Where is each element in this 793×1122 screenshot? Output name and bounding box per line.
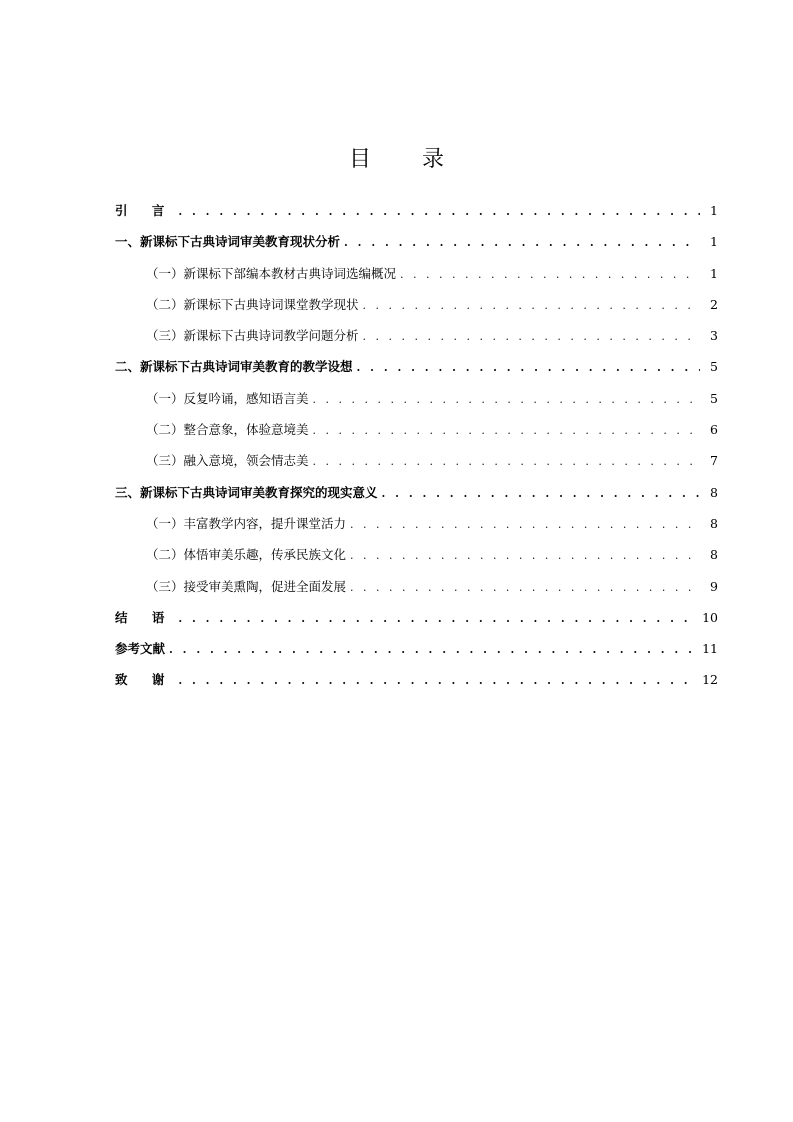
toc-leader-dots	[350, 549, 700, 562]
toc-entry-section-1-3[interactable]	[115, 326, 718, 357]
toc-leader-dots	[400, 268, 700, 281]
toc-page-number: 12	[702, 672, 718, 688]
toc-entry-section-2-1[interactable]	[115, 389, 718, 420]
toc-page-number: 2	[710, 296, 718, 312]
toc-entry-label: （三）新课标下古典诗词教学问题分析	[146, 328, 359, 344]
toc-page-number: 1	[710, 203, 718, 218]
toc-entry-acknowledgements[interactable]	[115, 670, 718, 701]
toc-entry-introduction[interactable]	[115, 201, 718, 232]
toc-entry-section-2-3[interactable]	[115, 451, 718, 482]
toc-entry-label: 引 言	[115, 203, 175, 218]
toc-leader-dots	[313, 424, 700, 437]
toc-leader-dots	[169, 643, 698, 656]
toc-entry-label: （一）新课标下部编本教材古典诗词选编概况	[146, 265, 397, 281]
toc-entry-label: （三）接受审美熏陶，促进全面发展	[146, 578, 347, 594]
toc-entry-label: 致 谢	[115, 672, 175, 688]
toc-leader-dots	[178, 205, 700, 218]
toc-entry-label: 三、新课标下古典诗词审美教育探究的现实意义	[115, 484, 378, 500]
toc-entry-label: （二）体悟审美乐趣，传承民族文化	[146, 547, 347, 563]
toc-entry-label: 一、新课标下古典诗词审美教育现状分析	[115, 234, 341, 250]
toc-leader-dots	[363, 330, 700, 343]
toc-entry-section-3-2[interactable]	[115, 545, 718, 576]
toc-page-number: 6	[710, 422, 718, 438]
toc-page-number: 8	[710, 547, 718, 563]
toc-entry-section-3-3[interactable]	[115, 577, 718, 608]
toc-leader-dots	[350, 581, 700, 594]
toc-page-number: 5	[710, 359, 718, 375]
toc-entry-label: 参考文献	[115, 641, 166, 657]
toc-entry-chapter-2[interactable]	[115, 357, 718, 388]
toc-leader-dots	[357, 361, 700, 374]
toc-leader-dots	[313, 455, 700, 468]
toc-entry-label: 结 语	[115, 609, 175, 625]
toc-entry-label: （二）整合意象，体验意境美	[146, 422, 309, 438]
toc-entry-label: （一）反复吟诵，感知语言美	[146, 390, 309, 406]
toc-leader-dots	[363, 299, 700, 312]
toc-leader-dots	[382, 487, 700, 500]
toc-page-number: 1	[710, 234, 718, 250]
toc-page-number: 1	[710, 265, 718, 281]
toc-entry-label: （二）新课标下古典诗词课堂教学现状	[146, 296, 359, 312]
toc-entry-label: （三）融入意境，领会情志美	[146, 453, 309, 469]
toc-page-number: 3	[710, 328, 718, 344]
page-title: 目 录	[349, 147, 466, 172]
toc-page-number: 8	[710, 515, 718, 531]
toc-entry-section-1-1[interactable]	[115, 264, 718, 295]
toc-page-number: 11	[702, 641, 718, 657]
toc-leader-dots	[350, 518, 700, 531]
toc-page-number: 7	[710, 453, 718, 469]
toc-page-number: 9	[710, 578, 718, 594]
toc-entry-chapter-3[interactable]	[115, 483, 718, 514]
toc-entry-section-1-2[interactable]	[115, 295, 718, 326]
toc-leader-dots	[313, 393, 700, 406]
toc-page-number: 8	[710, 484, 718, 500]
toc-page-number: 5	[710, 390, 718, 406]
toc-entry-section-3-1[interactable]	[115, 514, 718, 545]
toc-entry-label: （一）丰富教学内容，提升课堂活力	[146, 515, 347, 531]
table-of-contents	[115, 201, 718, 702]
toc-entry-references[interactable]	[115, 639, 718, 670]
toc-entry-conclusion[interactable]	[115, 608, 718, 639]
toc-leader-dots	[178, 612, 698, 625]
toc-entry-chapter-1[interactable]	[115, 232, 718, 263]
toc-leader-dots	[344, 236, 700, 249]
toc-entry-section-2-2[interactable]	[115, 420, 718, 451]
toc-entry-label: 二、新课标下古典诗词审美教育的教学设想	[115, 359, 353, 375]
toc-leader-dots	[178, 674, 698, 687]
toc-page-number: 10	[702, 609, 718, 625]
